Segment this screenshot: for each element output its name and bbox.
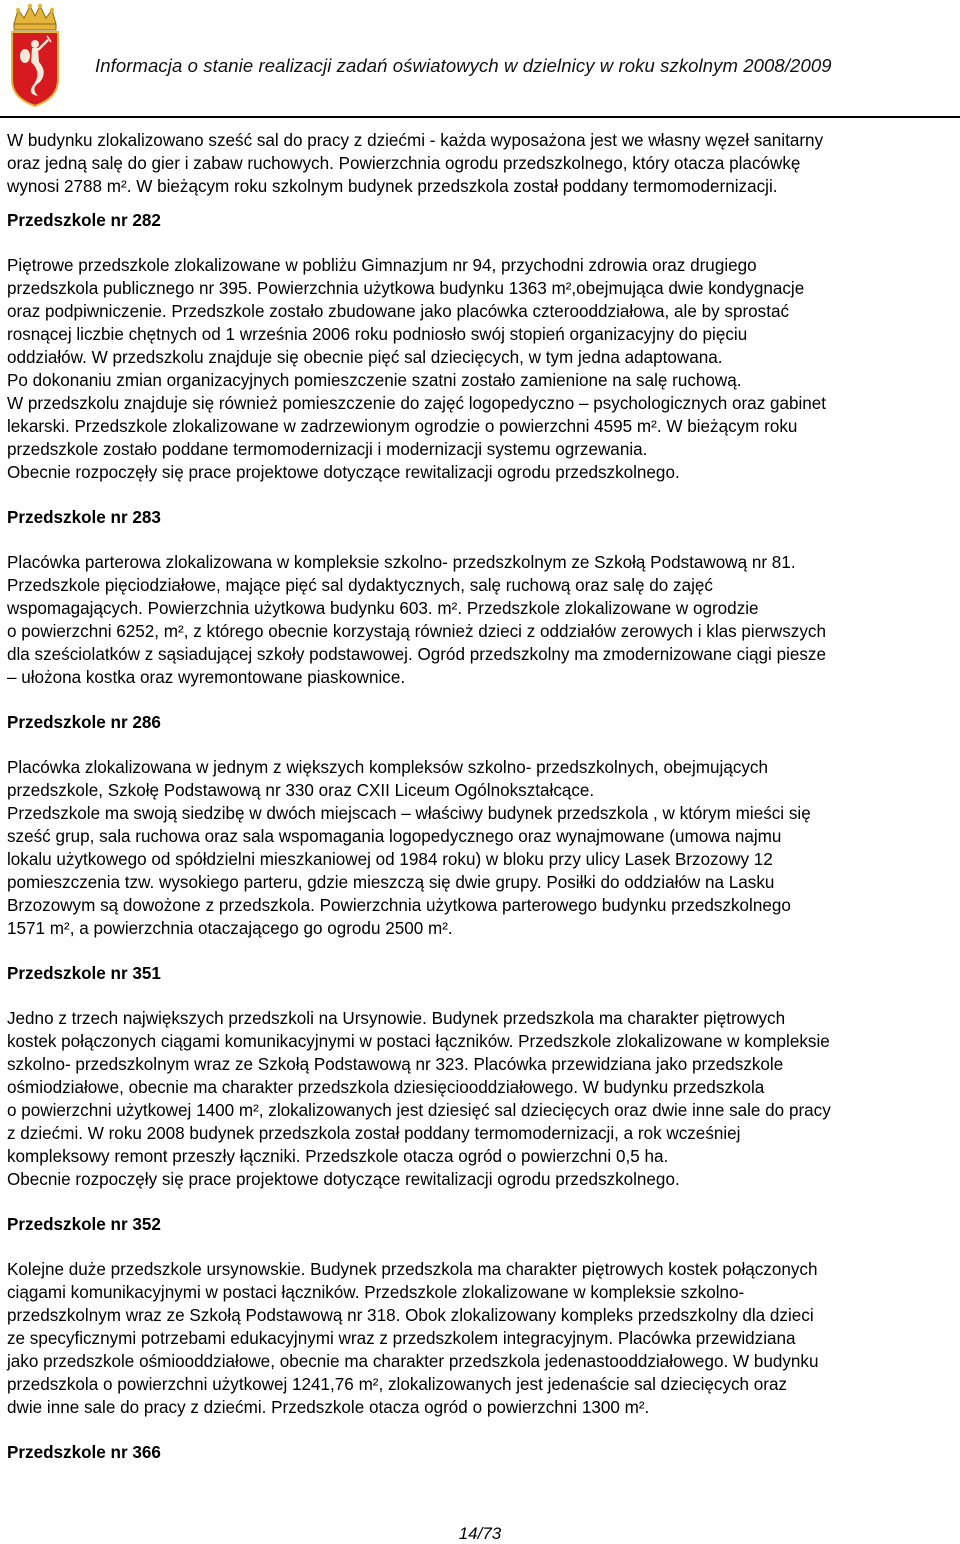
text-line: Piętrowe przedszkole zlokalizowane w pobliżu Gimnazjum nr 94, przychodni zdrowia oraz drugiego — [7, 256, 757, 275]
text-line: dla sześciolatków z sąsiadującej szkoły podstawowej. Ogród przedszkolny ma zmodernizowane ciągi piesze — [7, 645, 826, 664]
text-line: ciągami komunikacyjnymi w postaci łączników. Przedszkole zlokalizowane w kompleksie szkolno- — [7, 1283, 745, 1302]
text-line: Obecnie rozpoczęły się prace projektowe dotyczące rewitalizacji ogrodu przedszkolnego. — [7, 463, 680, 482]
section-body-351 — [7, 1007, 953, 1191]
text-line: przedszkola publicznego nr 395. Powierzchnia użytkowa budynku 1363 m²,obejmująca dwie kondygnacje — [7, 279, 805, 298]
text-line: oraz podpiwniczenie. Przedszkole zostało zbudowane jako placówka czterooddziałowa, ale by sprostać — [7, 302, 789, 321]
section-body-286 — [7, 756, 953, 940]
section-heading-366: Przedszkole nr 366 — [7, 1443, 161, 1462]
text-line: przedszkolnym wraz ze Szkołą Podstawową nr 318. Obok zlokalizowany kompleks przedszkolny dla dzieci — [7, 1306, 814, 1325]
text-line: ze specyficznymi potrzebami edukacyjnymi wraz z przedszkolem integracyjnym. Placówka przewidziana — [7, 1329, 796, 1348]
text-line: wspomagających. Powierzchnia użytkowa budynku 603. m². Przedszkole zlokalizowane w ogrodzie — [7, 599, 759, 618]
text-line: z dziećmi. W roku 2008 budynek przedszkola został poddany termomodernizacji, a rok wcześniej — [7, 1124, 741, 1143]
section-heading-283: Przedszkole nr 283 — [7, 508, 161, 527]
text-line: szkolno- przedszkolnym wraz ze Szkołą Podstawową nr 323. Placówka przewidziana jako przedszkole — [7, 1055, 784, 1074]
text-line: W przedszkolu znajduje się również pomieszczenie do zajęć logopedyczno – psychologicznych oraz gabinet — [7, 394, 827, 413]
page-header — [0, 0, 960, 122]
text-line: – ułożona kostka oraz wyremontowane piaskownice. — [7, 668, 406, 687]
text-line: lokalu użytkowego od spółdzielni mieszkaniowej od 1984 roku) w bloku przy ulicy Lasek Brzozowy 12 — [7, 850, 773, 869]
text-line: Kolejne duże przedszkole ursynowskie. Budynek przedszkola ma charakter piętrowych kostek połączonych — [7, 1260, 818, 1279]
text-line: sześć grup, sala ruchowa oraz sala wspomagania logopedycznego oraz wynajmowane (umowa najmu — [7, 827, 782, 846]
section-body-352 — [7, 1258, 953, 1419]
document-body — [7, 129, 953, 1464]
text-line: Po dokonaniu zmian organizacyjnych pomieszczenie szatni zostało zamienione na salę ruchową. — [7, 371, 742, 390]
section-heading-352: Przedszkole nr 352 — [7, 1215, 161, 1234]
text-line: Placówka zlokalizowana w jednym z większych kompleksów szkolno- przedszkolnych, obejmujących — [7, 758, 768, 777]
text-line: 1571 m², a powierzchnia otaczającego go ogrodu 2500 m². — [7, 919, 453, 938]
text-line: Obecnie rozpoczęły się prace projektowe dotyczące rewitalizacji ogrodu przedszkolnego. — [7, 1170, 680, 1189]
section-body-282 — [7, 254, 953, 484]
page-number: 14/73 — [458, 1524, 502, 1543]
text-line: o powierzchni 6252, m², z którego obecnie korzystają również dzieci z oddziałów zerowych i klas pierwszych — [7, 622, 826, 641]
text-line: ośmiodziałowe, obecnie ma charakter przedszkola dziesięciooddziałowego. W budynku przedszkola — [7, 1078, 765, 1097]
text-line: o powierzchni użytkowej 1400 m², zlokalizowanych jest dziesięć sal dziecięcych oraz dwie inne sale do pracy — [7, 1101, 831, 1120]
text-line: Brzozowym są dowożone z przedszkola. Powierzchnia użytkowa parterowego budynku przedszkolnego — [7, 896, 791, 915]
text-line: przedszkole zostało poddane termomodernizacji i modernizacji systemu ogrzewania. — [7, 440, 648, 459]
text-line: wynosi 2788 m². W bieżącym roku szkolnym budynek przedszkola został poddany termomodernizacji. — [7, 177, 778, 196]
intro-paragraph — [7, 129, 953, 198]
text-line: W budynku zlokalizowano sześć sal do pracy z dziećmi - każda wyposażona jest we własny węzeł sanitarny — [7, 131, 824, 150]
text-line: Placówka parterowa zlokalizowana w kompleksie szkolno- przedszkolnym ze Szkołą Podstawową nr 81. — [7, 553, 796, 572]
section-heading-282: Przedszkole nr 282 — [7, 211, 161, 230]
text-line: oddziałów. W przedszkolu znajduje się obecnie pięć sal dziecięcych, w tym jedna adaptowana. — [7, 348, 723, 367]
text-line: przedszkola o powierzchni użytkowej 1241,76 m², zlokalizowanych jest jedenaście sal dziecięcych oraz — [7, 1375, 788, 1394]
text-line: pomieszczenia tzw. wysokiego parteru, gdzie mieszczą się dwie grupy. Posiłki do oddziałów na Lasku — [7, 873, 775, 892]
text-line: lekarski. Przedszkole zlokalizowane w zadrzewionym ogrodzie o powierzchni 4595 m². W bieżącym roku — [7, 417, 798, 436]
text-line: Przedszkole pięciodziałowe, mające pięć sal dydaktycznych, salę ruchową oraz salę do zajęć — [7, 576, 713, 595]
text-line: jako przedszkole ośmiooddziałowe, obecnie ma charakter przedszkola jedenastooddziałowego. W budynku — [7, 1352, 819, 1371]
text-line: kompleksowy remont przeszły łączniki. Przedszkole otacza ogród o powierzchni 0,5 ha. — [7, 1147, 669, 1166]
warsaw-coat-of-arms-icon — [8, 2, 62, 108]
text-line: Jedno z trzech największych przedszkoli na Ursynowie. Budynek przedszkola ma charakter piętrowych — [7, 1009, 786, 1028]
text-line: rosnącej liczbie chętnych od 1 września 2006 roku podniosło swój stopień organizacyjny do pięciu — [7, 325, 748, 344]
section-heading-286: Przedszkole nr 286 — [7, 713, 161, 732]
header-divider — [0, 116, 960, 118]
text-line: kostek połączonych ciągami komunikacyjnymi w postaci łączników. Przedszkole zlokalizowane w kompleksie — [7, 1032, 830, 1051]
text-line: dwie inne sale do pracy z dziećmi. Przedszkole otacza ogród o powierzchni 1300 m². — [7, 1398, 650, 1417]
text-line: Przedszkole ma swoją siedzibę w dwóch miejscach – właściwy budynek przedszkola , w którym mieści się — [7, 804, 811, 823]
document-title: Informacja o stanie realizacji zadań oświatowych w dzielnicy w roku szkolnym 2008/2009 — [95, 55, 832, 76]
text-line: oraz jedną salę do gier i zabaw ruchowych. Powierzchnia ogrodu przedszkolnego, który otacza placówkę — [7, 154, 801, 173]
section-heading-351: Przedszkole nr 351 — [7, 964, 161, 983]
text-line: przedszkole, Szkołę Podstawową nr 330 oraz CXII Liceum Ogólnokształcące. — [7, 781, 595, 800]
section-body-283 — [7, 551, 953, 689]
